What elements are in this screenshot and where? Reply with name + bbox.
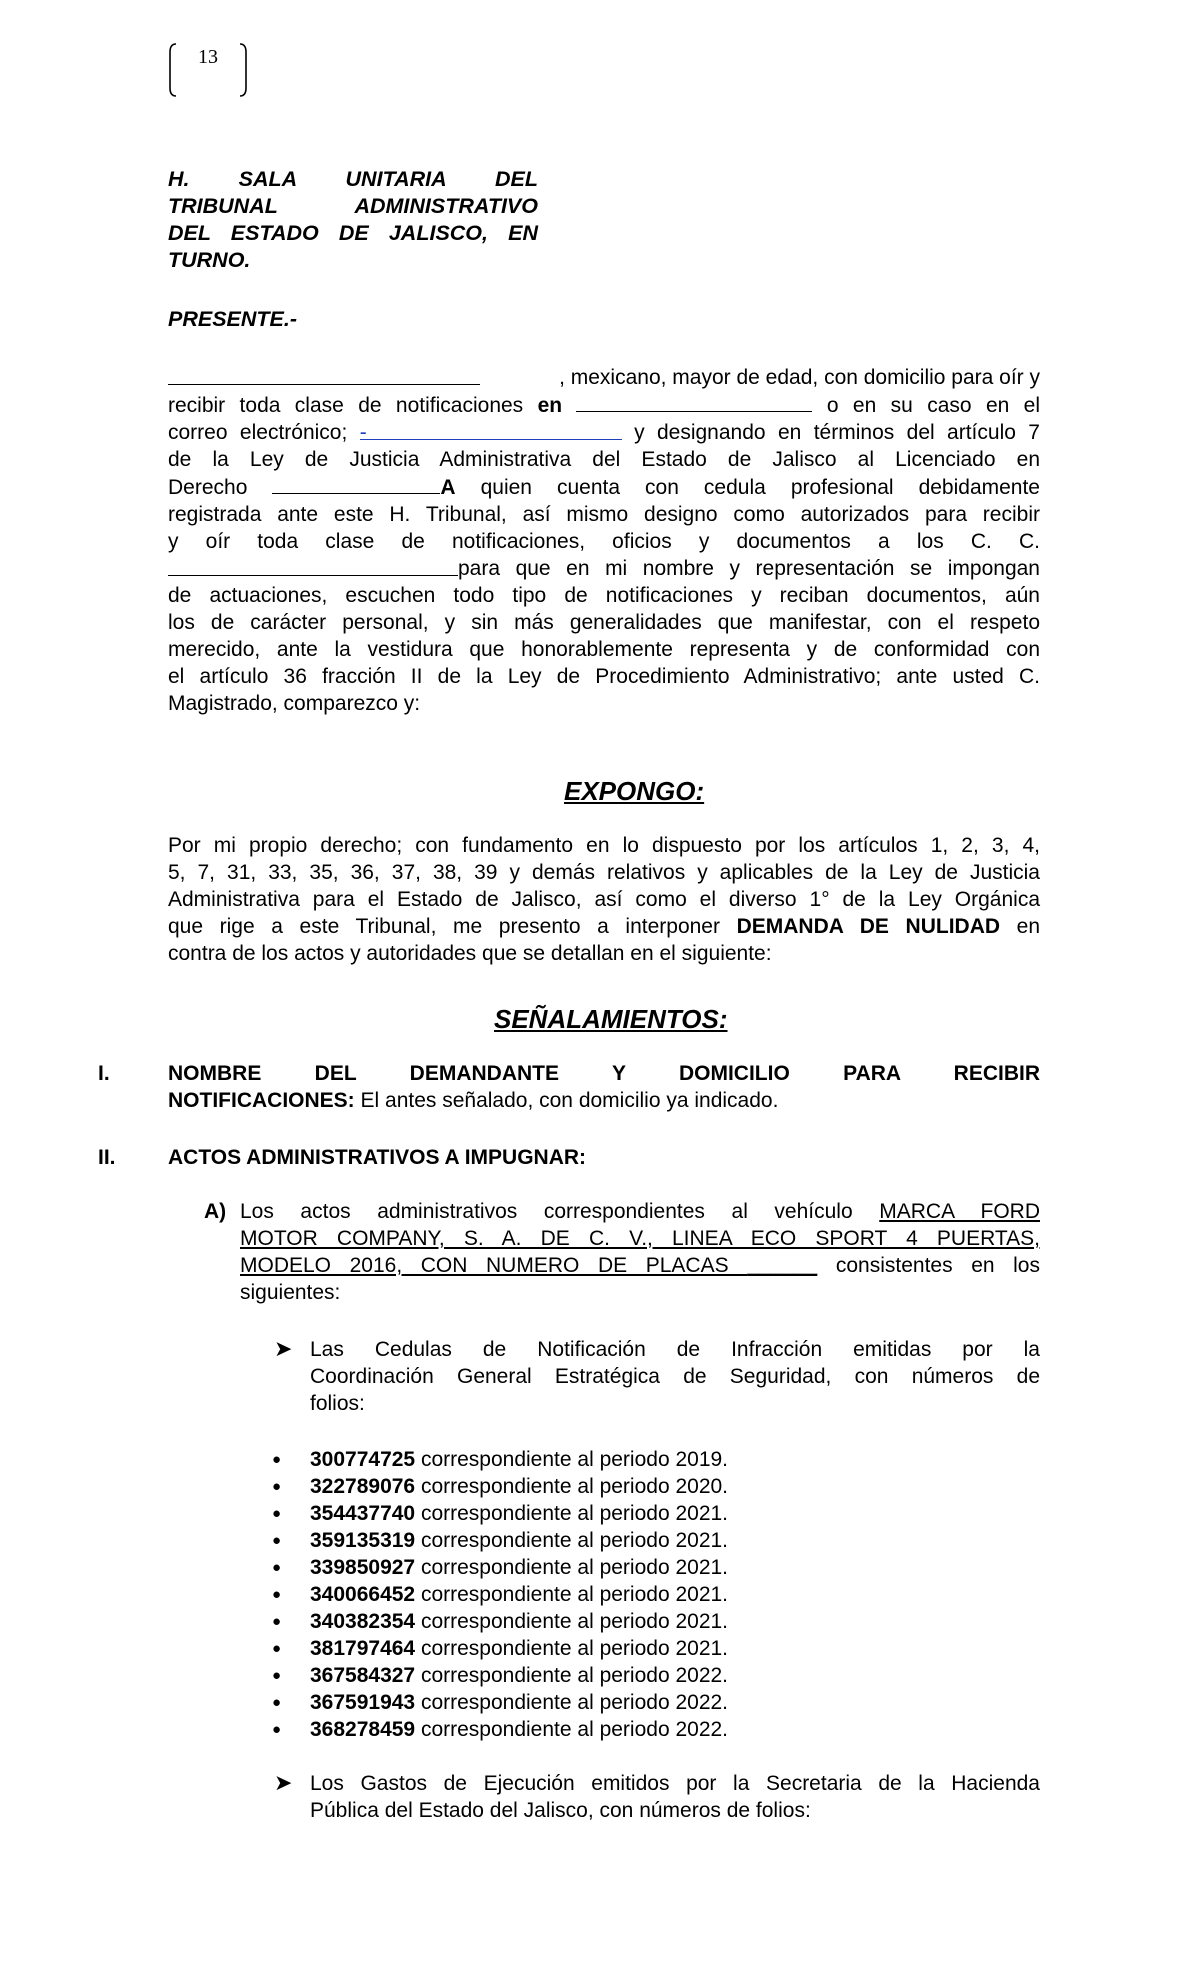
list-item (270, 1500, 830, 1527)
folio-period: correspondiente al periodo 2022. (415, 1691, 729, 1714)
intro-text: , mexicano, mayor de edad, con domicilio para oír y (559, 366, 1040, 389)
address-blank (576, 391, 812, 412)
vehicle-brand: MARCA FORD (879, 1200, 1040, 1223)
expongo-text: en (1000, 915, 1040, 938)
intro-text: recibir toda clase de notificaciones (168, 394, 538, 417)
cedulas-text: Coordinación General Estratégica de Seguridad, con números de (310, 1365, 1040, 1388)
page-number (168, 40, 248, 100)
subsection-a-text (240, 1198, 1040, 1306)
expongo-paragraph (168, 832, 1040, 967)
folio-number: 359135319 (310, 1529, 416, 1552)
folio-period: correspondiente al periodo 2022. (415, 1664, 729, 1687)
list-item (270, 1716, 830, 1743)
list-item (270, 1635, 830, 1662)
intro-text: de actuaciones, escuchen todo tipo de notificaciones y reciban documentos, aún (168, 584, 1040, 607)
folio-period: correspondiente al periodo 2021. (415, 1610, 729, 1633)
cedulas-text: Las Cedulas de Notificación de Infracción emitidas por la (310, 1338, 1040, 1361)
folio-period: correspondiente al periodo 2019. (415, 1448, 729, 1471)
folio-number: 339850927 (310, 1556, 416, 1579)
subsection-a-text-line: consistentes en los (817, 1254, 1040, 1277)
intro-text: y designando en términos del artículo 7 (621, 421, 1040, 444)
demanda-nulidad: DEMANDA DE NULIDAD (736, 915, 1001, 938)
section-i-number: I. (98, 1062, 110, 1085)
folio-number: 367584327 (310, 1664, 416, 1687)
addressee-line: DEL ESTADO DE JALISCO, EN (168, 221, 538, 245)
section-i-text: El antes señalado, con domicilio ya indicado. (354, 1089, 779, 1112)
folio-period: correspondiente al periodo 2021. (415, 1529, 729, 1552)
intro-text: y oír toda clase de notificaciones, oficios y documentos a los C. C. (168, 530, 1040, 553)
intro-text: merecido, ante la vestidura que honorablemente representa y de conformidad con (168, 638, 1040, 661)
expongo-text: que rige a este Tribunal, me presento a interponer (168, 915, 737, 938)
list-item (270, 1473, 830, 1500)
section-ii-number: II. (98, 1146, 116, 1169)
intro-text: correo electrónico; (168, 421, 348, 444)
folio-number: 381797464 (310, 1637, 416, 1660)
section-i-title: NOMBRE DEL DEMANDANTE Y DOMICILIO PARA RECIBIR (168, 1062, 1040, 1085)
intro-paragraph (168, 364, 1040, 717)
lawyer-blank (272, 473, 440, 494)
subsection-a-text-line: siguientes: (240, 1281, 341, 1304)
subsection-a-text-line: Los actos administrativos correspondientes al vehículo (240, 1200, 880, 1223)
folio-number: 367591943 (310, 1691, 416, 1714)
folio-period: correspondiente al periodo 2021. (415, 1556, 729, 1579)
intro-text: registrada ante este H. Tribunal, así mismo designo como autorizados para recibir (168, 503, 1040, 526)
list-item (270, 1446, 830, 1473)
section-i-title: NOTIFICACIONES: (168, 1089, 355, 1112)
addressee-line: TRIBUNAL ADMINISTRATIVO (168, 194, 538, 218)
gastos-text: Los Gastos de Ejecución emitidos por la Secretaria de la Hacienda (310, 1772, 1040, 1795)
intro-text-bold: en (537, 394, 563, 417)
list-item (270, 1581, 830, 1608)
senalamientos-heading: SEÑALAMIENTOS: (494, 1004, 728, 1034)
arrow-bullet-icon: ➤ (274, 1336, 293, 1361)
folio-number: 322789076 (310, 1475, 416, 1498)
intro-text: de la Ley de Justicia Administrativa del Estado de Jalisco al Licenciado en (168, 448, 1040, 471)
intro-text: quien cuenta con cedula profesional debidamente (455, 476, 1040, 499)
folio-period: correspondiente al periodo 2021. (415, 1637, 729, 1660)
vehicle-description: MOTOR COMPANY, S. A. DE C. V., LINEA ECO SPORT 4 PUERTAS, (240, 1227, 1040, 1250)
arrow-bullet-icon: ➤ (274, 1770, 293, 1795)
plates-blank: ______ (747, 1254, 818, 1277)
section-ii-title: ACTOS ADMINISTRATIVOS A IMPUGNAR: (168, 1146, 587, 1169)
gastos-item (310, 1770, 1040, 1824)
list-item (270, 1554, 830, 1581)
list-item (270, 1608, 830, 1635)
email-link[interactable]: - (360, 419, 622, 440)
subsection-a-label: A) (204, 1200, 227, 1223)
folio-number: 300774725 (310, 1448, 416, 1471)
vehicle-model: MODELO 2016, CON NUMERO DE PLACAS (240, 1254, 748, 1277)
folio-period: correspondiente al periodo 2022. (415, 1718, 729, 1741)
expongo-heading: EXPONGO: (564, 776, 705, 806)
expongo-text: 5, 7, 31, 33, 35, 36, 37, 38, 39 y demás relativos y aplicables de la Ley de Justicia (168, 861, 1040, 884)
folio-period: correspondiente al periodo 2020. (415, 1475, 729, 1498)
intro-text: los de carácter personal, y sin más generalidades que manifestar, con el respeto (168, 611, 1040, 634)
expongo-text: Por mi propio derecho; con fundamento en lo dispuesto por los artículos 1, 2, 3, 4, (168, 834, 1040, 857)
folio-period: correspondiente al periodo 2021. (415, 1583, 729, 1606)
addressee-line: TURNO. (168, 248, 251, 272)
cedulas-text: folios: (310, 1392, 365, 1415)
expongo-text: Administrativa para el Estado de Jalisco, así como el diverso 1° de la Ley Orgánica (168, 888, 1040, 911)
intro-text-bold: A (440, 476, 456, 499)
folio-number: 340066452 (310, 1583, 416, 1606)
expongo-text: contra de los actos y autoridades que se detallan en el siguiente: (168, 942, 772, 965)
addressee-block (168, 166, 538, 274)
folio-number: 368278459 (310, 1718, 416, 1741)
gastos-text: Pública del Estado del Jalisco, con números de folios: (310, 1799, 811, 1822)
folio-number: 354437740 (310, 1502, 416, 1525)
list-item (270, 1689, 830, 1716)
intro-text: Derecho (168, 476, 248, 499)
intro-text: Magistrado, comparezco y: (168, 692, 421, 715)
intro-text: el artículo 36 fracción II de la Ley de Procedimiento Administrativo; ante usted C. (168, 665, 1040, 688)
folio-list (270, 1446, 830, 1743)
intro-text: para que en mi nombre y representación se impongan (458, 557, 1040, 580)
intro-text: o en su caso en el (826, 394, 1041, 417)
page-number-text: 13 (198, 46, 218, 68)
cedulas-item (310, 1336, 1040, 1417)
addressee-line: H. SALA UNITARIA DEL (168, 167, 538, 191)
folio-number: 340382354 (310, 1610, 416, 1633)
presente-label: PRESENTE.- (168, 307, 298, 331)
authorized-blank (168, 555, 458, 576)
folio-period: correspondiente al periodo 2021. (415, 1502, 729, 1525)
list-item (270, 1527, 830, 1554)
section-i (168, 1060, 1040, 1114)
list-item (270, 1662, 830, 1689)
